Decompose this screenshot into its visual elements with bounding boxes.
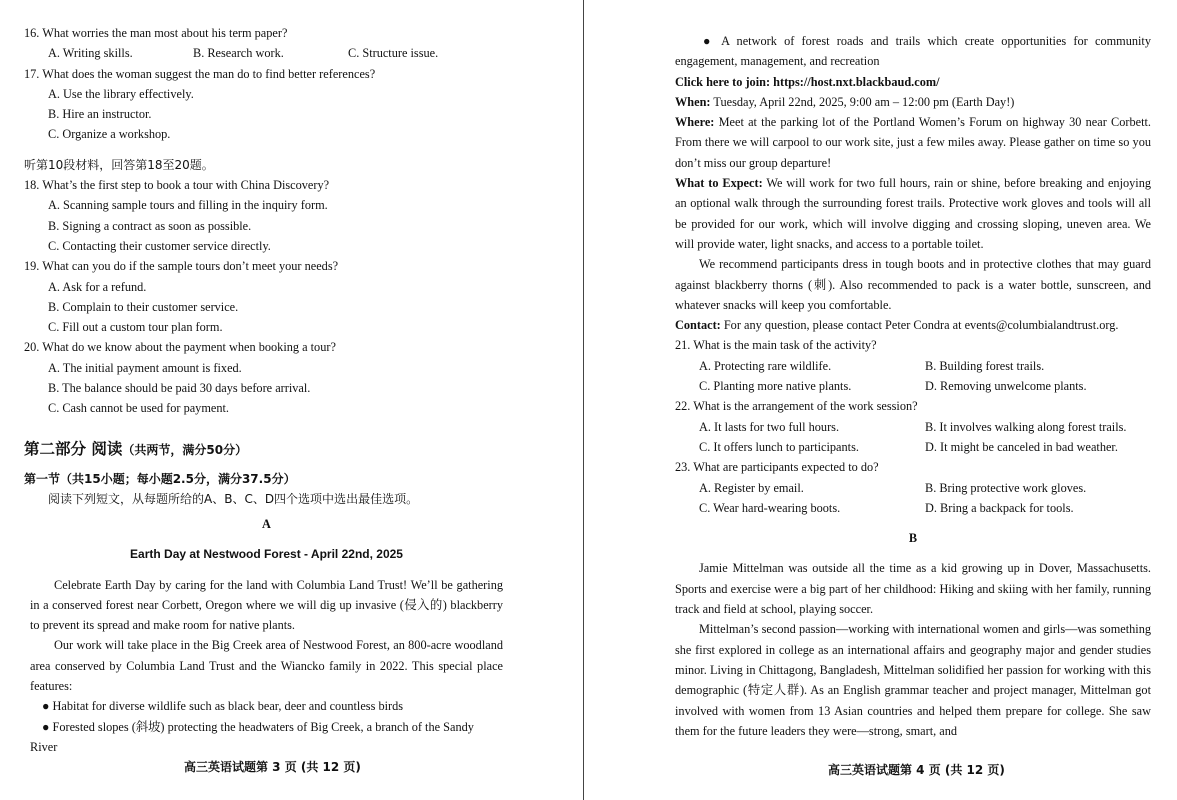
feature-bullet-2: ● Forested slopes (斜坡) protecting the headwaters of Big Creek, a branch of the Sandy River: [30, 719, 474, 754]
option-a: A. Ask for a refund.: [48, 279, 147, 294]
options-row: [675, 437, 1151, 457]
option-b: B. Signing a contract as soon as possible.: [48, 218, 252, 233]
when-label: When:: [675, 94, 711, 109]
question-stem: 19. What can you do if the sample tours don’t meet your needs?: [24, 259, 339, 274]
where-label: Where:: [675, 115, 715, 130]
question-17: [24, 64, 504, 145]
listening-questions: [24, 23, 504, 419]
option-d: D. Bring a backpack for tools.: [925, 500, 1074, 515]
option-c: C. Cash cannot be used for payment.: [48, 401, 229, 416]
option-a: A. The initial payment amount is fixed.: [48, 360, 242, 375]
join-link[interactable]: Click here to join: https://host.nxt.blackbaud.com/: [675, 74, 940, 89]
option-c: C. Contacting their customer service directly.: [48, 238, 271, 253]
part-note: （共两节，满分50分）: [122, 443, 248, 457]
section-1-instruction: 阅读下列短文，从每题所给的A、B、C、D四个选项中选出最佳选项。: [48, 492, 419, 507]
passage-a: [30, 514, 503, 757]
reading-section-header: [24, 430, 504, 510]
question-18: [24, 175, 504, 256]
option-c: C. Organize a workshop.: [48, 127, 171, 142]
contact-text: For any question, please contact Peter Condra at events@columbialandtrust.org.: [720, 318, 1119, 333]
recommend-paragraph: We recommend participants dress in tough boots and in protective clothes that may guard against blackberry thorns (刺). Also recommended to pack is a water bottle, sunscreen, and whatever snacks will keep you comfortable.: [675, 257, 1151, 312]
question-stem: 18. What’s the first step to book a tour with China Discovery?: [24, 178, 330, 193]
when-line: [675, 92, 1151, 112]
option-c: C. Structure issue.: [348, 46, 439, 61]
option-d: D. It might be canceled in bad weather.: [925, 439, 1118, 454]
question-20: [24, 337, 504, 418]
option-c: C. Wear hard-wearing boots.: [699, 500, 841, 515]
expect-label: What to Expect:: [675, 176, 763, 191]
page-footer: 高三英语试题第 3 页 (共 12 页): [184, 760, 361, 774]
question-stem: 17. What does the woman suggest the man do to find better references?: [24, 66, 376, 81]
options-row: [675, 498, 1151, 518]
passage-b-paragraph-2: Mittelman’s second passion—working with international women and girls—was something she first explored in college as an international affairs and geography major and gender studies minor. Living in Chittagong, Bangladesh, Mittelman solidified her passion for working with this demographic (特定人群). As an English grammar teacher and project manager, Mittelman got involved with women from 13 Asian countries and helped them prepare for college. She saw them for the future leaders they were—strong, smart, and: [675, 622, 1151, 738]
passage-paragraph-2: Our work will take place in the Big Creek area of Nestwood Forest, an 800-acre woodland area conserved by Columbia Land Trust and the Wiancko family in 2022. This special place features:: [30, 638, 503, 694]
when-text: Tuesday, April 22nd, 2025, 9:00 am – 12:00 pm (Earth Day!): [710, 94, 1015, 109]
option-d: D. Removing unwelcome plants.: [925, 379, 1087, 394]
section-1-title: 第一节（共15小题；每小题2.5分，满分37.5分）: [24, 472, 296, 486]
question-stem: 21. What is the main task of the activity?: [675, 338, 877, 353]
exam-page-4: [595, 0, 1177, 800]
question-23: [675, 457, 1151, 518]
contact-label: Contact:: [675, 318, 721, 333]
part-title: [24, 436, 504, 463]
options-row: [675, 376, 1151, 396]
option-b: B. Building forest trails.: [925, 358, 1045, 373]
question-21: [675, 335, 1151, 396]
option-b: B. Research work.: [193, 46, 284, 61]
question-19: [24, 256, 504, 337]
options-row: [675, 478, 1151, 498]
option-b: B. It involves walking along forest trails.: [925, 419, 1127, 434]
option-c: C. It offers lunch to participants.: [699, 439, 859, 454]
exam-page-3: [0, 0, 575, 800]
expect-text: We will work for two full hours, rain or shine, before breaking and enjoying an optional walk through the surrounding forest trails. Protective work gloves and tools will all be provided for our work, which will involve digging and crossing sloping, uneven area. We will provide water, light snacks, and access to a portable toilet.: [675, 176, 1151, 251]
option-a: A. It lasts for two full hours.: [699, 419, 840, 434]
contact-line: [675, 315, 1151, 335]
passage-a-continued: [675, 31, 1151, 741]
option-a: A. Scanning sample tours and filling in the inquiry form.: [48, 198, 328, 213]
part-title-text: 第二部分 阅读: [24, 440, 123, 458]
material-instruction: 听第10段材料，回答第18至20题。: [24, 157, 214, 172]
option-a: A. Use the library effectively.: [48, 86, 194, 101]
options-row: [675, 356, 1151, 376]
options-row: [24, 43, 504, 63]
option-a: A. Protecting rare wildlife.: [699, 358, 832, 373]
passage-title: Earth Day at Nestwood Forest - April 22nd, 2025: [130, 547, 403, 562]
option-b: B. Complain to their customer service.: [48, 299, 239, 314]
option-b: B. Bring protective work gloves.: [925, 480, 1087, 495]
option-a: A. Writing skills.: [48, 46, 133, 61]
feature-bullet-1: ● Habitat for diverse wildlife such as black bear, deer and countless birds: [42, 699, 404, 714]
question-22: [675, 396, 1151, 457]
passage-paragraph-1: Celebrate Earth Day by caring for the land with Columbia Land Trust! We’ll be gathering in a conserved forest near Corbett, Oregon where we will dig up invasive (侵入的) blackberry to prevent its spread and make room for native plants.: [30, 577, 503, 633]
option-a: A. Register by email.: [699, 480, 804, 495]
question-stem: 20. What do we know about the payment when booking a tour?: [24, 340, 336, 355]
expect-paragraph: [675, 173, 1151, 254]
page-divider: [583, 0, 584, 800]
feature-bullet-3: ● A network of forest roads and trails which create opportunities for community engagement, management, and recreation: [675, 34, 1151, 69]
page-footer: 高三英语试题第 4 页 (共 12 页): [828, 763, 1005, 777]
passage-letter: B: [908, 531, 918, 546]
question-16: [24, 23, 504, 64]
option-c: C. Fill out a custom tour plan form.: [48, 320, 223, 335]
options-row: [675, 417, 1151, 437]
question-stem: 23. What are participants expected to do?: [675, 460, 879, 475]
passage-b-paragraph-1: Jamie Mittelman was outside all the time as a kid growing up in Dover, Massachusetts. Sports and exercise were a big part of her childhood: Hiking and skiing with her family, running track and field at school, playing soccer.: [675, 561, 1151, 617]
where-text: Meet at the parking lot of the Portland Women’s Forum on highway 30 near Corbett. From there we will carpool to our work site, just a few miles away. Please gather on time so you don’t miss our group departure!: [675, 115, 1151, 170]
option-c: C. Planting more native plants.: [699, 379, 852, 394]
where-paragraph: [675, 112, 1151, 173]
option-b: B. The balance should be paid 30 days before arrival.: [48, 381, 311, 396]
passage-letter: A: [262, 517, 271, 531]
question-stem: 22. What is the arrangement of the work session?: [675, 399, 918, 414]
option-b: B. Hire an instructor.: [48, 107, 152, 122]
question-stem: 16. What worries the man most about his term paper?: [24, 26, 288, 40]
